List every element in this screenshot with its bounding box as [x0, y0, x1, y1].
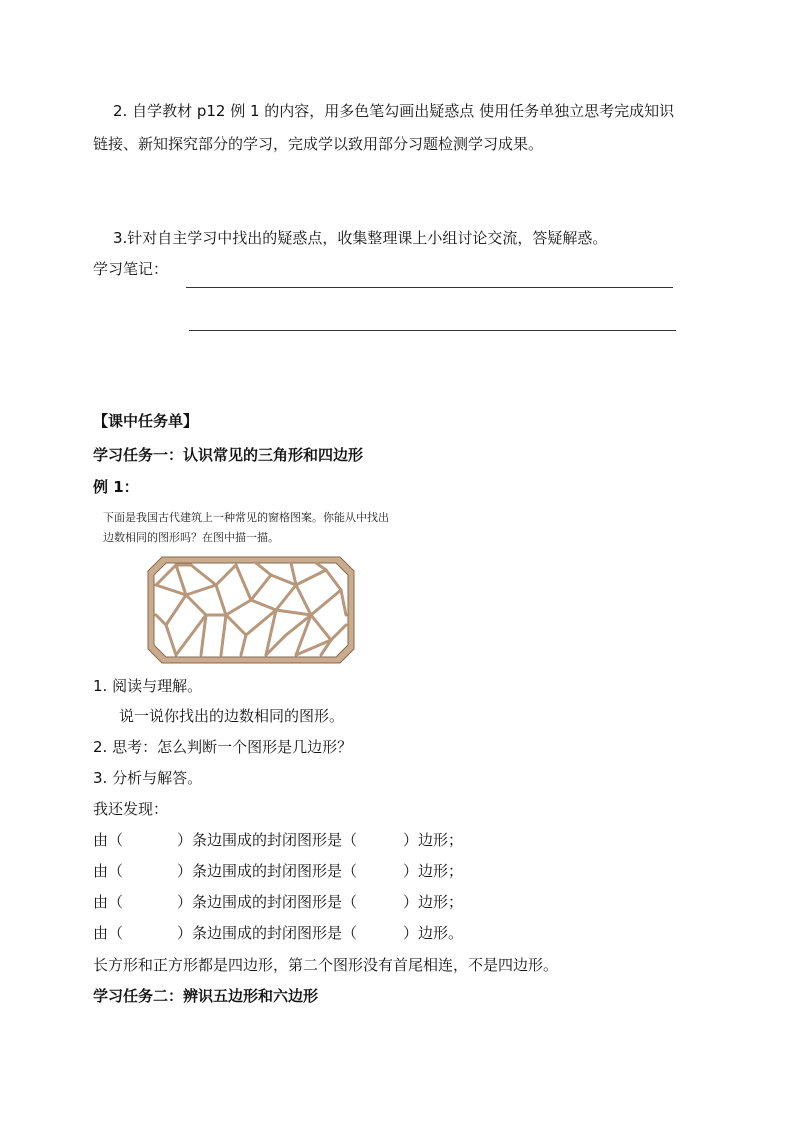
fill-row-c: ）边形。 — [403, 924, 464, 942]
fill-row-a: 由（ — [93, 831, 124, 849]
fill-row — [93, 861, 463, 881]
step1: 1. 阅读与理解。 — [93, 677, 203, 695]
item2-line2: 链接、新知探究部分的学习，完成学以致用部分习题检测学习成果。 — [93, 135, 544, 153]
example-label: 例 1： — [93, 478, 139, 496]
fill-row-c: ）边形； — [403, 862, 464, 880]
task1-title: 学习任务一：认识常见的三角形和四边形 — [93, 446, 364, 464]
section-title: 【课中任务单】 — [93, 412, 199, 430]
item2-line1: 2. 自学教材 p12 例 1 的内容，用多色笔勾画出疑惑点 使用任务单独立思考完成知识 — [113, 102, 675, 120]
discover-label: 我还发现： — [93, 800, 169, 818]
fill-row-c: ）边形； — [403, 893, 464, 911]
fill-row-c: ）边形； — [403, 831, 464, 849]
fill-row-b: ）条边围成的封闭图形是（ — [177, 893, 358, 911]
fill-row-a: 由（ — [93, 924, 124, 942]
step1-sub: 说一说你找出的边数相同的图形。 — [119, 707, 345, 725]
step3: 3. 分析与解答。 — [93, 769, 203, 787]
notes-line-2 — [189, 330, 676, 331]
fill-row-b: ）条边围成的封闭图形是（ — [177, 831, 358, 849]
notes-line-1 — [186, 287, 673, 288]
fill-row — [93, 830, 463, 850]
figure-caption-line2: 边数相同的图形吗？在图中描一描。 — [103, 531, 279, 544]
step2: 2. 思考：怎么判断一个图形是几边形？ — [93, 738, 353, 756]
fill-row-a: 由（ — [93, 862, 124, 880]
notes-label: 学习笔记： — [93, 260, 169, 278]
window-lattice-figure — [146, 555, 356, 665]
conclusion: 长方形和正方形都是四边形，第二个图形没有首尾相连，不是四边形。 — [93, 956, 559, 974]
item3: 3.针对自主学习中找出的疑惑点，收集整理课上小组讨论交流，答疑解惑。 — [113, 229, 608, 247]
fill-row — [93, 923, 463, 943]
task2-title: 学习任务二：辨识五边形和六边形 — [93, 987, 319, 1005]
figure-caption-line1: 下面是我国古代建筑上一种常见的窗格图案。你能从中找出 — [103, 511, 389, 524]
fill-row-a: 由（ — [93, 893, 124, 911]
fill-row-b: ）条边围成的封闭图形是（ — [177, 862, 358, 880]
fill-row-b: ）条边围成的封闭图形是（ — [177, 924, 358, 942]
fill-row — [93, 892, 463, 912]
